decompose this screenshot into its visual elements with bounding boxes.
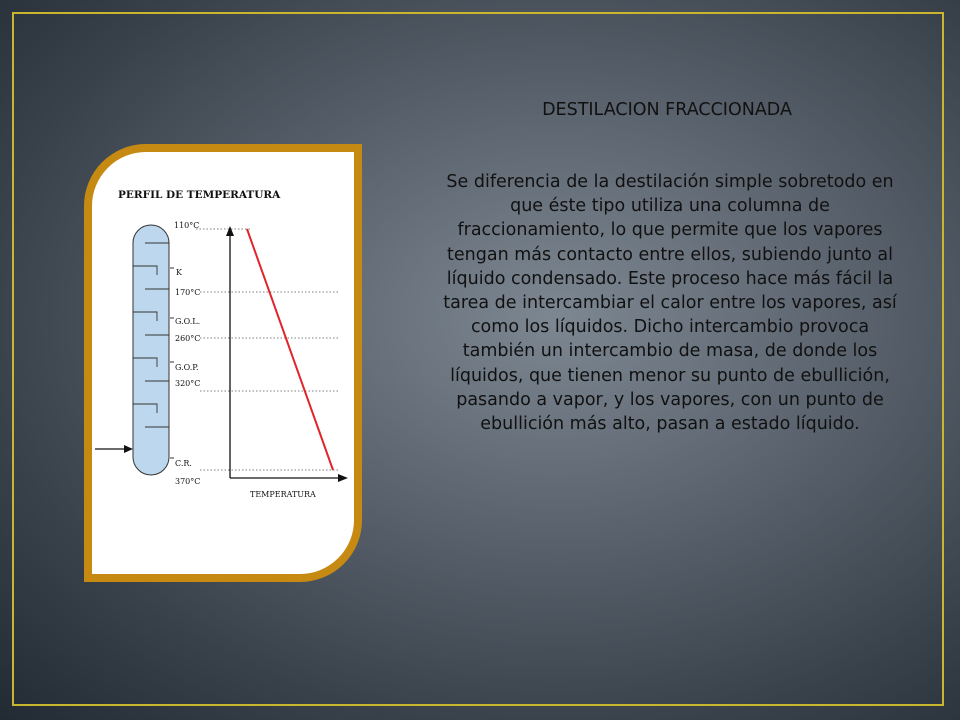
temp-label-110: 110°C xyxy=(174,221,200,230)
slide-title: DESTILACION FRACCIONADA xyxy=(542,100,792,120)
diagram-panel xyxy=(84,144,362,582)
temp-label-320: 320°C xyxy=(175,379,201,388)
slide-body-text: Se diferencia de la destilación simple sobretodo en que éste tipo utiliza una columna de fraccionamiento, lo que permite que los vapores tengan más contacto entre ellos, subiendo junto al líquido condensado. Este proceso hace más fácil la tarea de intercambiar el calor entre los vapores, así como los líquidos. Dicho intercambio provoca también un intercambio de masa, de donde los líquidos, que tienen menor su punto de ebullición, pasando a vapor, y los vapores, con un punto de ebullición más alto, pasan a estado líquido. xyxy=(443,172,897,435)
fraction-label-cr: C.R. xyxy=(175,459,192,468)
diagram-heading: PERFIL DE TEMPERATURA xyxy=(118,189,281,201)
fraction-label-k: K xyxy=(176,268,182,277)
temp-label-370: 370°C xyxy=(175,477,201,486)
x-axis-label: TEMPERATURA xyxy=(250,490,316,499)
temp-label-170: 170°C xyxy=(175,288,201,297)
temp-label-260: 260°C xyxy=(175,334,201,343)
fraction-label-gol: G.O.L. xyxy=(175,317,201,326)
fraction-label-gop: G.O.P. xyxy=(175,363,199,372)
